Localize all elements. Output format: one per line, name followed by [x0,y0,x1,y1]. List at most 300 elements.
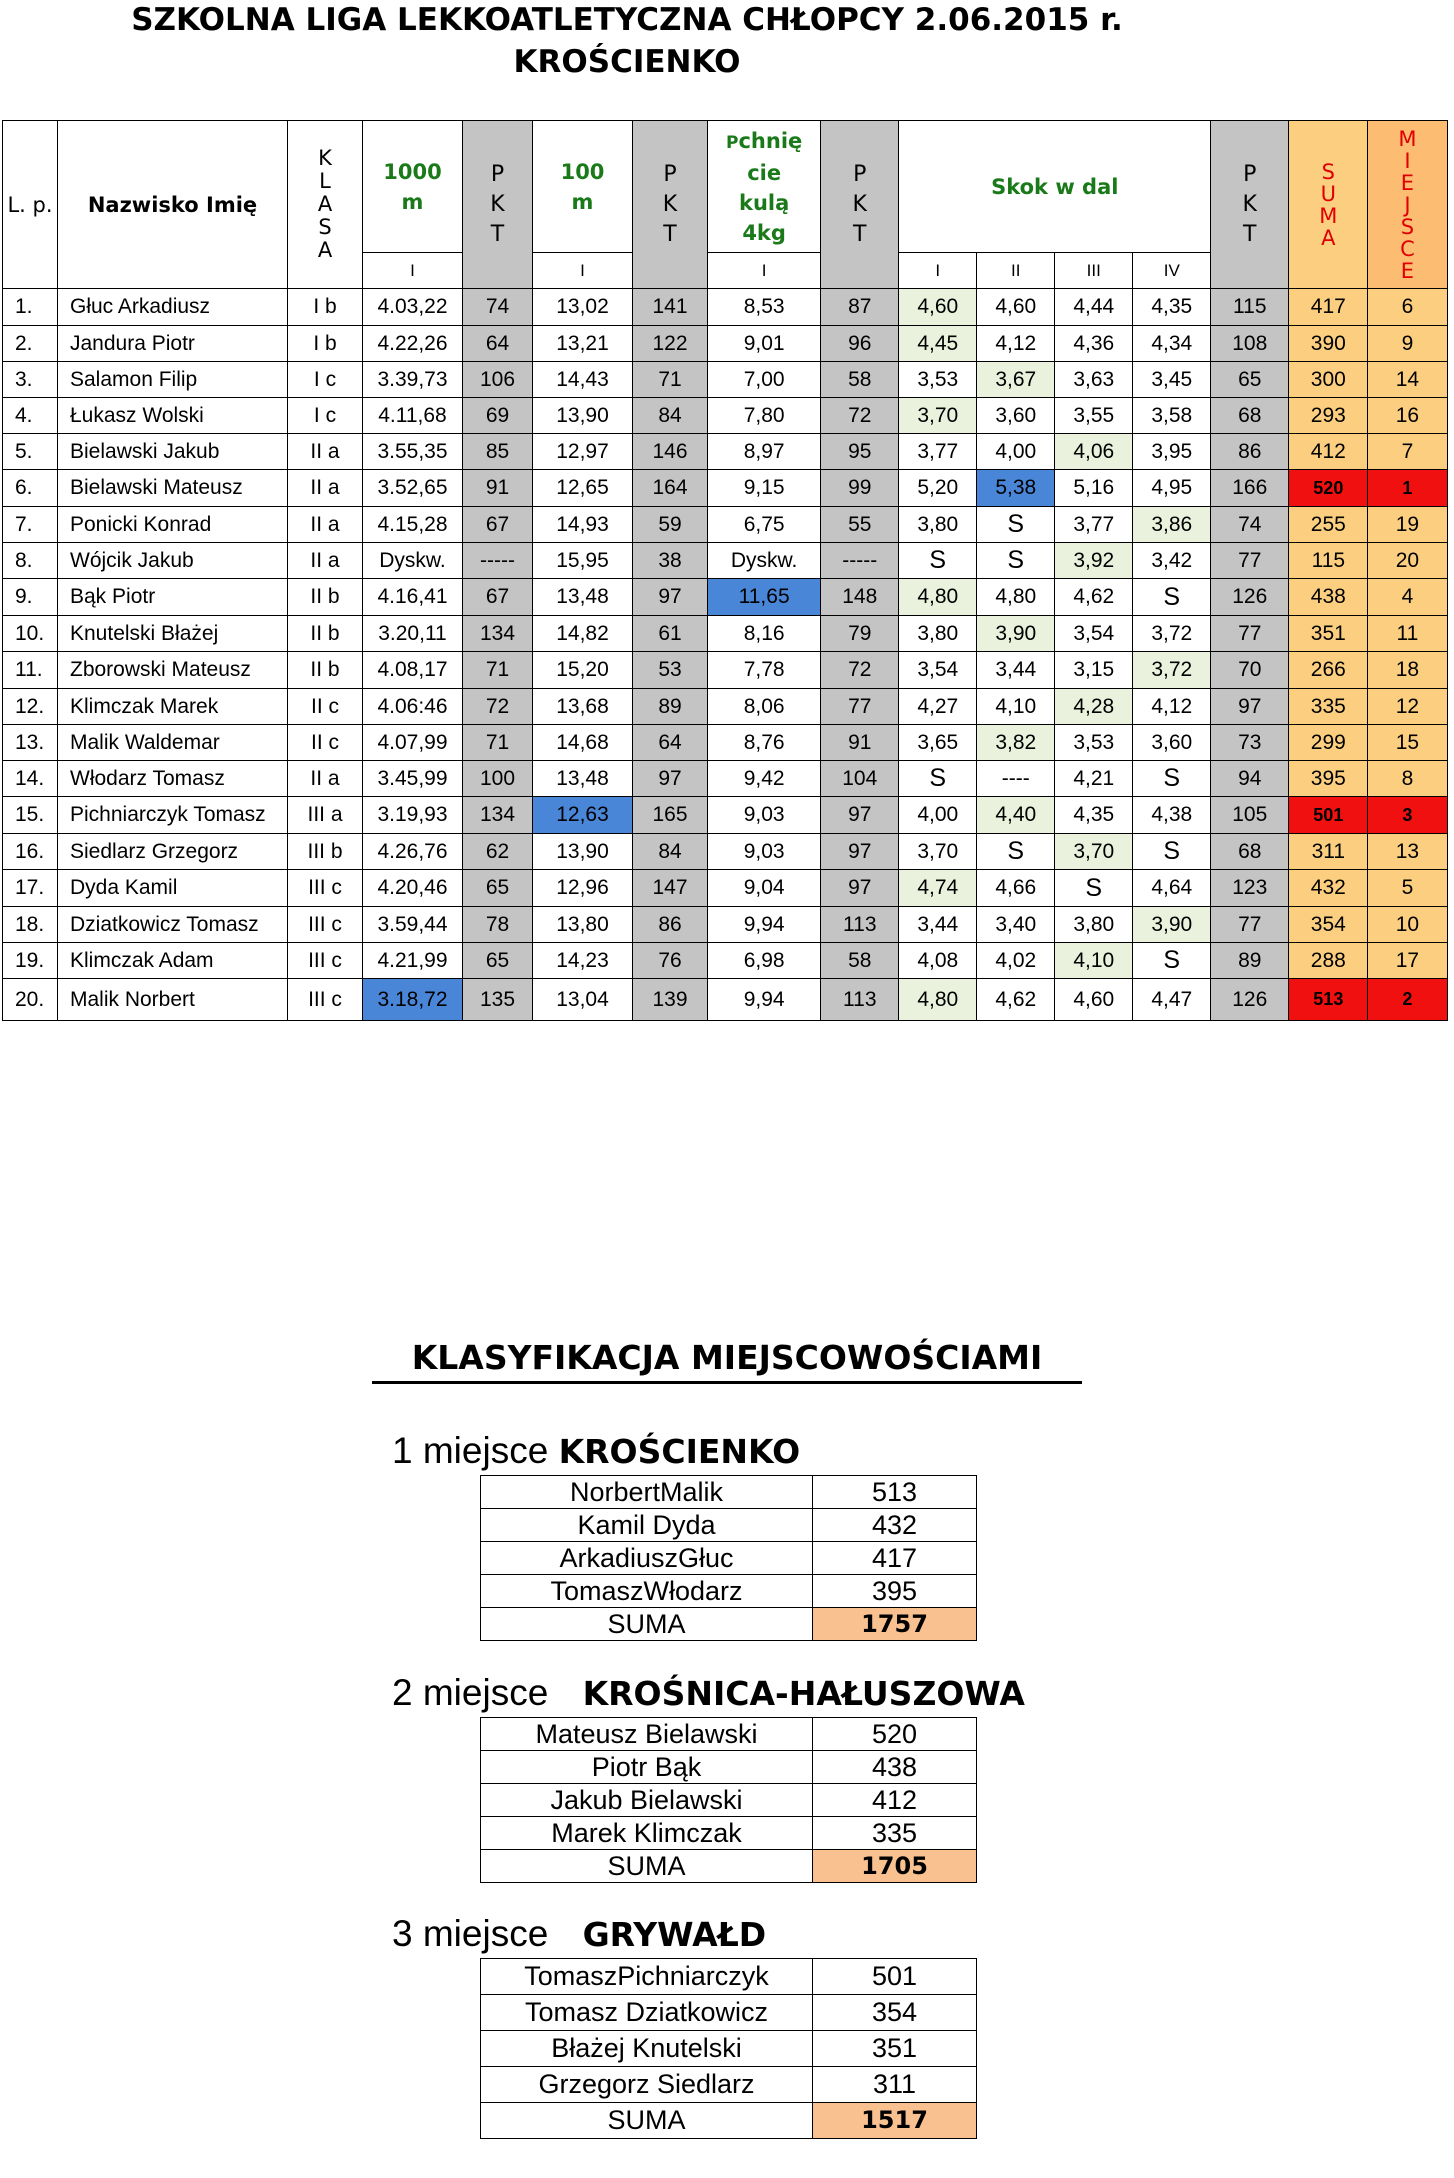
place-entry [481,1476,977,1509]
cell-p4: 86 [1211,434,1289,470]
cell-p1: 74 [463,289,533,326]
cell-r100: 12,97 [533,434,633,470]
cell-s1: 3,80 [899,507,977,543]
sub-jump-3: III [1055,253,1133,289]
header-shot-put-prefix: P [726,132,739,153]
cell-r1000: 4.15,28 [363,507,463,543]
cell-p1: 91 [463,470,533,507]
cell-s3: 4,62 [1055,579,1133,616]
entry-name: Mateusz Bielawski [481,1718,813,1751]
cell-kula: 9,03 [708,834,821,870]
table-row [3,834,1448,870]
cell-name: Wójcik Jakub [58,543,288,579]
cell-p1: 78 [463,907,533,943]
cell-suma: 335 [1289,689,1368,725]
cell-p2: 139 [633,979,708,1021]
place-entry [481,1575,977,1608]
place-label: 3 miejsce [392,1913,559,1954]
entry-name: Piotr Bąk [481,1751,813,1784]
cell-miejsce: 14 [1368,362,1447,398]
cell-miejsce: 11 [1368,616,1447,652]
cell-klasa: II b [288,579,363,616]
cell-p3: 77 [821,689,899,725]
cell-suma: 115 [1289,543,1368,579]
cell-s4: 4,95 [1133,470,1211,507]
cell-s3: 3,77 [1055,507,1133,543]
cell-name: Salamon Filip [58,362,288,398]
cell-lp: 12. [3,689,58,725]
cell-miejsce: 4 [1368,579,1447,616]
entry-name: Marek Klimczak [481,1817,813,1850]
cell-p3: 148 [821,579,899,616]
sub-jump-2: II [977,253,1055,289]
cell-s1: 3,70 [899,398,977,434]
entry-score: 432 [813,1509,977,1542]
cell-miejsce: 9 [1368,326,1447,362]
sum-value: 1757 [813,1608,977,1641]
cell-klasa: I b [288,326,363,362]
cell-s1: 4,27 [899,689,977,725]
cell-s1: 3,53 [899,362,977,398]
cell-miejsce: 1 [1368,470,1447,507]
cell-p4: 115 [1211,289,1289,326]
cell-p3: 72 [821,398,899,434]
cell-r100: 13,90 [533,398,633,434]
place-entry [481,2031,977,2067]
table-row [3,470,1448,507]
cell-lp: 17. [3,870,58,907]
cell-p3: 97 [821,797,899,834]
cell-p1: 67 [463,579,533,616]
header-row [3,121,1448,253]
entry-score: 412 [813,1784,977,1817]
cell-p1: 135 [463,979,533,1021]
place-entry [481,1784,977,1817]
cell-p3: 96 [821,326,899,362]
table-row [3,579,1448,616]
cell-p1: 72 [463,689,533,725]
cell-p2: 146 [633,434,708,470]
cell-klasa: II a [288,507,363,543]
cell-p4: 65 [1211,362,1289,398]
place-entry [481,1959,977,1995]
cell-suma: 311 [1289,834,1368,870]
header-suma: S U M A [1289,121,1368,289]
cell-s1: 3,44 [899,907,977,943]
cell-s4: S [1133,579,1211,616]
cell-p3: 99 [821,470,899,507]
cell-s1: 5,20 [899,470,977,507]
cell-s3: 3,70 [1055,834,1133,870]
cell-lp: 13. [3,725,58,761]
cell-s2: S [977,507,1055,543]
cell-suma: 501 [1289,797,1368,834]
cell-s1: 3,65 [899,725,977,761]
cell-s3: 3,53 [1055,725,1133,761]
table-row [3,326,1448,362]
cell-p4: 166 [1211,470,1289,507]
cell-r1000: Dyskw. [363,543,463,579]
table-row [3,398,1448,434]
cell-r100: 14,43 [533,362,633,398]
cell-s3: 5,16 [1055,470,1133,507]
cell-suma: 255 [1289,507,1368,543]
classification-title: KLASYFIKACJA MIEJSCOWOŚCIAMI [372,1338,1082,1384]
cell-p4: 126 [1211,579,1289,616]
sum-value: 1517 [813,2103,977,2139]
entry-score: 417 [813,1542,977,1575]
cell-r100: 12,63 [533,797,633,834]
cell-kula: 7,00 [708,362,821,398]
entry-name: Kamil Dyda [481,1509,813,1542]
cell-p4: 108 [1211,326,1289,362]
header-pkt-1: P K T [463,121,533,289]
cell-s3: 3,15 [1055,652,1133,689]
header-1000m: 1000 m [363,121,463,253]
cell-miejsce: 15 [1368,725,1447,761]
cell-suma: 412 [1289,434,1368,470]
place-heading [392,1672,1025,1714]
cell-p3: 113 [821,907,899,943]
cell-miejsce: 17 [1368,943,1447,979]
place-entry [481,1995,977,2031]
cell-s1: S [899,761,977,797]
cell-s1: 3,54 [899,652,977,689]
cell-s3: 4,44 [1055,289,1133,326]
cell-suma: 351 [1289,616,1368,652]
cell-s3: 4,21 [1055,761,1133,797]
cell-name: Dyda Kamil [58,870,288,907]
cell-r1000: 3.59,44 [363,907,463,943]
cell-s4: 3,95 [1133,434,1211,470]
cell-klasa: III a [288,797,363,834]
cell-r1000: 3.52,65 [363,470,463,507]
cell-p3: 55 [821,507,899,543]
cell-p2: 86 [633,907,708,943]
cell-s4: 3,45 [1133,362,1211,398]
cell-p4: 126 [1211,979,1289,1021]
header-miejsce: M I E J S C E [1368,121,1447,289]
cell-p4: 77 [1211,907,1289,943]
cell-r1000: 4.16,41 [363,579,463,616]
cell-s2: S [977,543,1055,579]
table-row [3,689,1448,725]
cell-s2: 5,38 [977,470,1055,507]
cell-s2: 3,67 [977,362,1055,398]
place-label: 1 miejsce [392,1430,559,1471]
cell-s4: 3,86 [1133,507,1211,543]
cell-s2: S [977,834,1055,870]
cell-p1: 134 [463,797,533,834]
cell-lp: 4. [3,398,58,434]
cell-p3: 113 [821,979,899,1021]
table-row [3,616,1448,652]
cell-kula: 8,16 [708,616,821,652]
cell-kula: 9,42 [708,761,821,797]
table-row [3,289,1448,326]
cell-miejsce: 10 [1368,907,1447,943]
cell-p4: 68 [1211,398,1289,434]
entry-name: ArkadiuszGłuc [481,1542,813,1575]
place-town: GRYWAŁD [582,1915,767,1954]
cell-r100: 14,68 [533,725,633,761]
cell-s3: 4,35 [1055,797,1133,834]
cell-s1: 4,00 [899,797,977,834]
place-entry [481,1751,977,1784]
sub-100: I [533,253,633,289]
cell-lp: 10. [3,616,58,652]
cell-miejsce: 5 [1368,870,1447,907]
entry-name: Grzegorz Siedlarz [481,2067,813,2103]
entry-score: 513 [813,1476,977,1509]
cell-klasa: III c [288,870,363,907]
cell-r1000: 4.20,46 [363,870,463,907]
cell-r1000: 3.55,35 [363,434,463,470]
cell-lp: 2. [3,326,58,362]
place-entry [481,1718,977,1751]
cell-lp: 19. [3,943,58,979]
header-shot-put [708,121,821,253]
cell-p4: 105 [1211,797,1289,834]
table-row [3,797,1448,834]
cell-klasa: I c [288,362,363,398]
cell-kula: 9,15 [708,470,821,507]
cell-p1: 134 [463,616,533,652]
table-row [3,725,1448,761]
cell-s4: S [1133,761,1211,797]
cell-r1000: 3.39,73 [363,362,463,398]
cell-miejsce: 18 [1368,652,1447,689]
cell-r100: 15,20 [533,652,633,689]
cell-s4: 4,35 [1133,289,1211,326]
cell-miejsce: 8 [1368,761,1447,797]
cell-p1: 69 [463,398,533,434]
cell-r100: 12,96 [533,870,633,907]
cell-kula: Dyskw. [708,543,821,579]
header-lp: L. p. [3,121,58,289]
cell-p4: 70 [1211,652,1289,689]
cell-miejsce: 12 [1368,689,1447,725]
table-row [3,543,1448,579]
cell-s1: 4,08 [899,943,977,979]
cell-r1000: 3.18,72 [363,979,463,1021]
cell-p4: 74 [1211,507,1289,543]
cell-r1000: 4.03,22 [363,289,463,326]
cell-s3: 4,28 [1055,689,1133,725]
cell-kula: 8,53 [708,289,821,326]
cell-p2: 141 [633,289,708,326]
cell-s3: 4,60 [1055,979,1133,1021]
cell-p1: 67 [463,507,533,543]
cell-s4: 4,64 [1133,870,1211,907]
cell-suma: 438 [1289,579,1368,616]
cell-r100: 14,23 [533,943,633,979]
table-row [3,943,1448,979]
cell-r100: 13,80 [533,907,633,943]
cell-s4: 4,12 [1133,689,1211,725]
cell-p3: 87 [821,289,899,326]
cell-miejsce: 7 [1368,434,1447,470]
table-row [3,652,1448,689]
cell-suma: 390 [1289,326,1368,362]
cell-r1000: 4.26,76 [363,834,463,870]
cell-name: Pichniarczyk Tomasz [58,797,288,834]
cell-p2: 53 [633,652,708,689]
cell-lp: 3. [3,362,58,398]
header-100m: 100 m [533,121,633,253]
cell-suma: 288 [1289,943,1368,979]
cell-name: Głuc Arkadiusz [58,289,288,326]
cell-lp: 18. [3,907,58,943]
cell-p4: 94 [1211,761,1289,797]
cell-r1000: 4.06:46 [363,689,463,725]
sub-jump-1: I [899,253,977,289]
cell-p3: 95 [821,434,899,470]
cell-klasa: I c [288,398,363,434]
cell-s2: 4,10 [977,689,1055,725]
cell-p1: 65 [463,870,533,907]
cell-kula: 9,03 [708,797,821,834]
sum-label: SUMA [481,2103,813,2139]
cell-suma: 300 [1289,362,1368,398]
sub-shot: I [708,253,821,289]
cell-klasa: II a [288,761,363,797]
cell-p3: 104 [821,761,899,797]
place-table [480,1958,977,2139]
entry-score: 311 [813,2067,977,2103]
cell-s2: 4,60 [977,289,1055,326]
cell-suma: 513 [1289,979,1368,1021]
cell-s2: 4,80 [977,579,1055,616]
header-shot-put-label: chnię cie kulą 4kg [738,128,803,245]
entry-score: 354 [813,1995,977,2031]
place-entry [481,1542,977,1575]
entry-score: 395 [813,1575,977,1608]
cell-kula: 8,06 [708,689,821,725]
cell-s2: 4,66 [977,870,1055,907]
cell-klasa: III c [288,907,363,943]
sum-label: SUMA [481,1608,813,1641]
header-pkt-2: P K T [633,121,708,289]
cell-r100: 13,21 [533,326,633,362]
header-klasa: K L A S A [288,121,363,289]
place-sum-row [481,1608,977,1641]
cell-kula: 9,04 [708,870,821,907]
cell-p3: ----- [821,543,899,579]
cell-name: Bąk Piotr [58,579,288,616]
cell-s1: 4,80 [899,979,977,1021]
cell-p1: 71 [463,652,533,689]
place-entry [481,2067,977,2103]
cell-r100: 13,48 [533,579,633,616]
cell-klasa: II a [288,434,363,470]
cell-p3: 79 [821,616,899,652]
cell-miejsce: 16 [1368,398,1447,434]
cell-suma: 417 [1289,289,1368,326]
entry-name: Błażej Knutelski [481,2031,813,2067]
cell-p2: 38 [633,543,708,579]
cell-s1: 3,80 [899,616,977,652]
table-row [3,362,1448,398]
cell-r1000: 4.07,99 [363,725,463,761]
cell-s2: 3,60 [977,398,1055,434]
cell-s3: 3,92 [1055,543,1133,579]
place-table [480,1717,977,1883]
cell-miejsce: 19 [1368,507,1447,543]
cell-name: Bielawski Jakub [58,434,288,470]
cell-miejsce: 6 [1368,289,1447,326]
cell-klasa: III c [288,943,363,979]
cell-p3: 97 [821,834,899,870]
cell-s1: 4,74 [899,870,977,907]
cell-miejsce: 2 [1368,979,1447,1021]
table-row [3,907,1448,943]
place-entry [481,1817,977,1850]
cell-suma: 266 [1289,652,1368,689]
place-sum-row [481,2103,977,2139]
table-row [3,507,1448,543]
cell-r100: 12,65 [533,470,633,507]
cell-s3: 3,55 [1055,398,1133,434]
cell-kula: 9,94 [708,907,821,943]
cell-p2: 164 [633,470,708,507]
place-table [480,1475,977,1641]
cell-s4: 3,72 [1133,652,1211,689]
cell-s1: 3,77 [899,434,977,470]
cell-klasa: II b [288,616,363,652]
cell-kula: 8,97 [708,434,821,470]
cell-p3: 72 [821,652,899,689]
cell-r1000: 4.08,17 [363,652,463,689]
cell-klasa: II c [288,725,363,761]
cell-klasa: II c [288,689,363,725]
cell-p1: 65 [463,943,533,979]
cell-p2: 165 [633,797,708,834]
cell-s4: 4,47 [1133,979,1211,1021]
cell-suma: 354 [1289,907,1368,943]
place-entry [481,1509,977,1542]
sub-jump-4: IV [1133,253,1211,289]
cell-p1: ----- [463,543,533,579]
cell-kula: 11,65 [708,579,821,616]
cell-lp: 14. [3,761,58,797]
cell-r1000: 3.45,99 [363,761,463,797]
cell-s2: 3,40 [977,907,1055,943]
cell-r100: 14,93 [533,507,633,543]
cell-lp: 16. [3,834,58,870]
table-row [3,870,1448,907]
place-town: KROŚNICA-HAŁUSZOWA [582,1674,1025,1713]
sub-1000: I [363,253,463,289]
cell-lp: 11. [3,652,58,689]
cell-p4: 123 [1211,870,1289,907]
cell-s4: S [1133,943,1211,979]
cell-lp: 6. [3,470,58,507]
cell-p3: 91 [821,725,899,761]
cell-p1: 62 [463,834,533,870]
cell-p3: 58 [821,943,899,979]
sum-label: SUMA [481,1850,813,1883]
cell-r100: 13,68 [533,689,633,725]
cell-lp: 7. [3,507,58,543]
cell-p2: 89 [633,689,708,725]
cell-s3: 3,63 [1055,362,1133,398]
cell-s1: S [899,543,977,579]
cell-kula: 9,94 [708,979,821,1021]
place-label: 2 miejsce [392,1672,559,1713]
cell-s1: 4,80 [899,579,977,616]
cell-klasa: II b [288,652,363,689]
